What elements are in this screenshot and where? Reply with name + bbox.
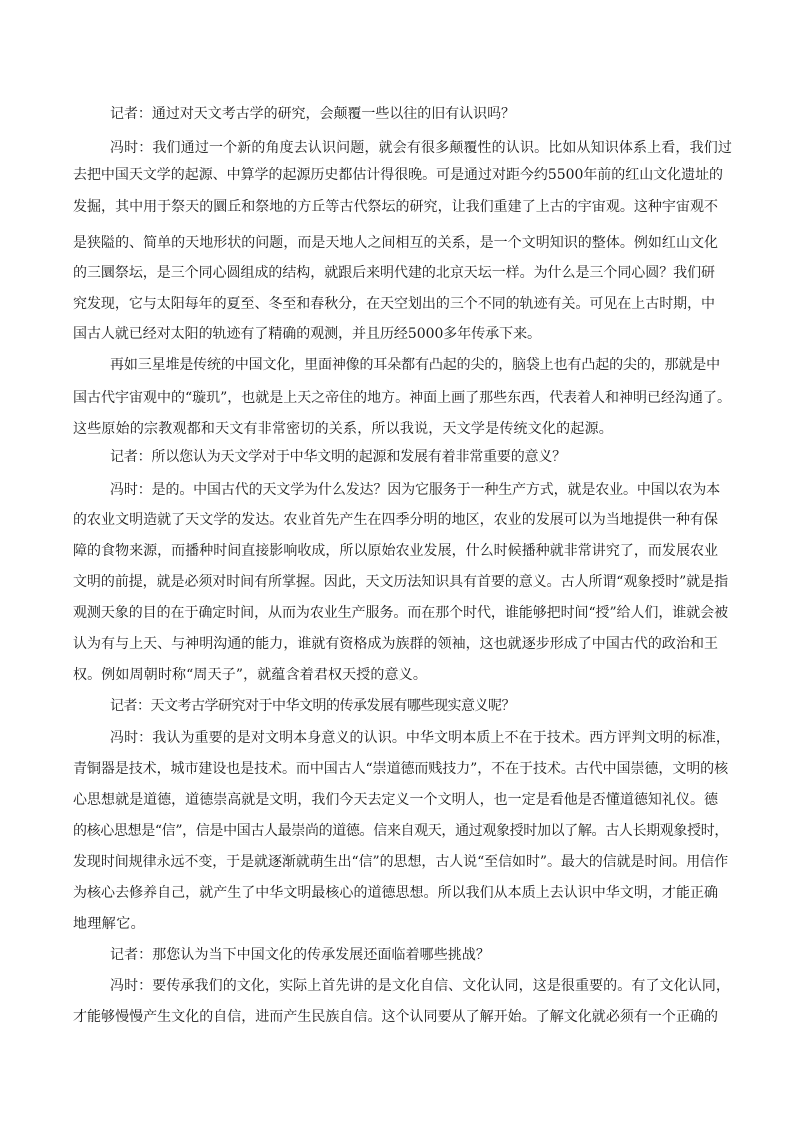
text-line: 权。例如周朝时称“周天子”，就蕴含着君权天授的意义。 [73, 667, 427, 683]
text-line: 的核心思想是“信”，信是中国古人最崇尚的道德。信来自观天，通过观象授时加以了解。古人长期观象授时， [73, 823, 729, 839]
text-line: 冯时：要传承我们的文化，实际上首先讲的是文化自信、文化认同，这是很重要的。有了文化认同， [110, 978, 731, 994]
text-line: 的农业文明造就了天文学的发达。农业首先产生在四季分明的地区，农业的发展可以为当地提供一种有保 [73, 512, 719, 528]
text-line: 发现时间规律永远不变，于是就逐渐就萌生出“信”的思想，古人说“至信如时”。最大的信就是时间。用信作 [73, 854, 729, 870]
text-line: 的三圜祭坛，是三个同心圆组成的结构，就跟后来明代建的北京天坛一样。为什么是三个同心圆？我们研 [73, 265, 716, 281]
text-line: 冯时：是的。中国古代的天文学为什么发达？因为它服务于一种生产方式，就是农业。中国以农为本 [110, 482, 721, 498]
text-line: 才能够慢慢产生文化的自信，进而产生民族自信。这个认同要从了解开始。了解文化就必须有一个正确的 [73, 1009, 719, 1025]
text-line: 障的食物来源，而播种时间直接影响收成，所以原始农业发展，什么时候播种就非常讲究了，而发展农业 [73, 543, 719, 559]
text-line: 为核心去修养自己，就产生了中华文明最核心的道德思想。所以我们从本质上去认识中华文明，才能正确 [73, 885, 719, 901]
text-line: 是狭隘的、简单的天地形状的问题，而是天地人之间相互的关系，是一个文明知识的整体。例如红山文化 [73, 235, 719, 251]
text-line: 记者：通过对天文考古学的研究，会颠覆一些以往的旧有认识吗？ [110, 106, 516, 122]
text-line: 究发现，它与太阳每年的夏至、冬至和春秋分，在天空划出的三个不同的轨迹有关。可见在上古时期，中 [73, 296, 716, 312]
text-line: 观测天象的目的在于确定时间，从而为农业生产服务。而在那个时代，谁能够把时间“授”给人们，谁就会被 [73, 605, 729, 621]
text-line: 记者：所以您认为天文学对于中华文明的起源和发展有着非常重要的意义？ [110, 449, 566, 465]
text-line: 认为有与上天、与神明沟通的能力，谁就有资格成为族群的领袖，这也就逐步形成了中国古代的政治和王 [73, 636, 719, 652]
text-line: 国古人就已经对太阳的轨迹有了精确的观测，并且历经5000多年传承下来。 [73, 326, 541, 342]
text-line: 再如三星堆是传统的中国文化，里面神像的耳朵都有凸起的尖的，脑袋上也有凸起的尖的，那就是中 [110, 357, 721, 373]
text-line: 地理解它。 [73, 916, 145, 932]
text-line: 冯时：我们通过一个新的角度去认识问题，就会有很多颠覆性的认识。比如从知识体系上看，我们过 [110, 140, 732, 156]
text-line: 国古代宇宙观中的“璇玑”，也就是上天之帝住的地方。神面上画了那些东西，代表着人和神明已经沟通了。 [73, 390, 731, 406]
text-line: 记者：天文考古学研究对于中华文明的传承发展有哪些现实意义呢？ [110, 698, 515, 714]
text-line: 去把中国天文学的起源、中算学的起源历史都估计得很晚。可是通过对距今约5500年前的红山文化遗址的 [73, 167, 723, 183]
text-line: 记者：那您认为当下中国文化的传承发展还面临着哪些挑战？ [110, 947, 490, 963]
text-line: 发掘，其中用于祭天的圜丘和祭地的方丘等古代祭坛的研究，让我们重建了上古的宇宙观。这种宇宙观不 [73, 199, 719, 215]
text-line: 青铜器是技术，城市建设也是技术。而中国古人“崇道德而贱技力”，不在于技术。古代中国崇德，文明的核 [73, 761, 729, 777]
text-line: 心思想就是道德，道德崇高就是文明，我们今天去定义一个文明人，也一定是看他是否懂道德知礼仪。德 [73, 792, 719, 808]
text-line: 这些原始的宗教观都和天文有非常密切的关系，所以我说，天文学是传统文化的起源。 [73, 421, 614, 437]
text-line: 文明的前提，就是必须对时间有所掌握。因此，天文历法知识具有首要的意义。古人所谓“观象授时”就是指 [73, 574, 729, 590]
text-line: 冯时：我认为重要的是对文明本身意义的认识。中华文明本质上不在于技术。西方评判文明的标准， [110, 730, 731, 746]
